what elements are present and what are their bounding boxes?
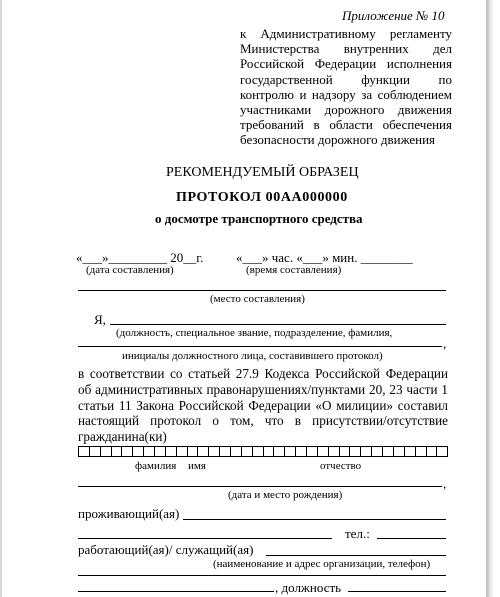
- grid-cell: [285, 447, 296, 456]
- position-label: , должность: [275, 580, 342, 595]
- birth-caption: (дата и место рождения): [228, 489, 343, 501]
- grid-cell: [220, 447, 231, 456]
- grid-cell: [144, 447, 155, 456]
- place-line: [78, 290, 446, 291]
- birth-line: [78, 486, 442, 487]
- grid-cell: [166, 447, 177, 456]
- grid-cell: [274, 447, 285, 456]
- grid-cell: [394, 447, 405, 456]
- place-caption: (место составления): [210, 293, 305, 305]
- grid-cell: [329, 447, 340, 456]
- grid-cell: [90, 447, 101, 456]
- official-line-2: [78, 346, 442, 347]
- tel-line: [377, 538, 446, 539]
- grid-cell: [122, 447, 133, 456]
- grid-cell: [372, 447, 383, 456]
- grid-cell: [177, 447, 188, 456]
- grid-cell: [361, 447, 372, 456]
- position-line-left: [78, 591, 274, 592]
- org-line: [78, 575, 446, 576]
- initials-caption: инициалы должностного лица, составившего протокол): [122, 350, 383, 362]
- grid-cell: [427, 447, 438, 456]
- official-line: [110, 324, 446, 325]
- working-line: [266, 555, 446, 556]
- time-field: «___» час. «___» мин. ________: [236, 250, 413, 265]
- residing-label: проживающий(ая): [78, 506, 180, 521]
- annex-number: Приложение № 10: [342, 8, 445, 23]
- grid-cell: [188, 447, 199, 456]
- page-left-edge: [0, 0, 2, 597]
- residing-line: [183, 519, 446, 520]
- position-line: [348, 591, 446, 592]
- grid-cell: [264, 447, 275, 456]
- date-field: «___»_________ 20__г.: [76, 250, 204, 265]
- birth-comma: ,: [443, 476, 447, 491]
- protocol-subtitle: о досмотре транспортного средства: [155, 211, 363, 226]
- residing-line-2: [78, 538, 332, 539]
- grid-cell: [79, 447, 90, 456]
- grid-cell: [340, 447, 351, 456]
- grid-cell: [437, 447, 447, 456]
- recommended-sample-label: РЕКОМЕНДУЕМЫЙ ОБРАЗЕЦ: [166, 165, 359, 180]
- grid-cell: [155, 447, 166, 456]
- grid-cell: [416, 447, 427, 456]
- tel-label: тел.:: [345, 526, 370, 541]
- grid-cell: [405, 447, 416, 456]
- annex-text: к Административному регламенту Министерства внутренних дел Российской Федерации исполнения государственной функции по контролю и надзору за соблюдением участниками дорожного движения требований в области обеспечения безопасности дорожного движения: [240, 26, 452, 148]
- official-comma: ,: [443, 336, 447, 351]
- grid-cell: [307, 447, 318, 456]
- legal-paragraph: в соответствии со статьей 27.9 Кодекса Российской Федерации об административных правонарушениях/пунктами 20, 23 части 1 статьи 11 Закона Российской Федерации «О милиции» составил настоящий протокол о том, что в присутствии/отсутствие гражданина(ки): [78, 366, 448, 445]
- surname-caption: фамилия: [135, 460, 177, 472]
- grid-cell: [296, 447, 307, 456]
- date-caption: (дата составления): [86, 264, 174, 276]
- ya-label: Я,: [94, 312, 106, 327]
- org-caption: (наименование и адрес организации, телефон): [213, 558, 431, 570]
- working-label: работающий(ая)/ служащий(ая): [78, 542, 254, 557]
- grid-cell: [318, 447, 329, 456]
- name-caption: имя: [188, 460, 206, 472]
- grid-cell: [209, 447, 220, 456]
- name-letter-grid: [78, 446, 448, 457]
- grid-cell: [350, 447, 361, 456]
- grid-cell: [231, 447, 242, 456]
- time-caption: (время составления): [246, 264, 342, 276]
- protocol-title: ПРОТОКОЛ 00АА000000: [176, 190, 348, 205]
- grid-cell: [133, 447, 144, 456]
- grid-cell: [383, 447, 394, 456]
- grid-cell: [112, 447, 123, 456]
- grid-cell: [198, 447, 209, 456]
- grid-cell: [101, 447, 112, 456]
- patronymic-caption: отчество: [320, 460, 362, 472]
- grid-cell: [242, 447, 253, 456]
- grid-cell: [253, 447, 264, 456]
- page-right-edge: [486, 0, 494, 597]
- official-caption: (должность, специальное звание, подразделение, фамилия,: [116, 327, 393, 339]
